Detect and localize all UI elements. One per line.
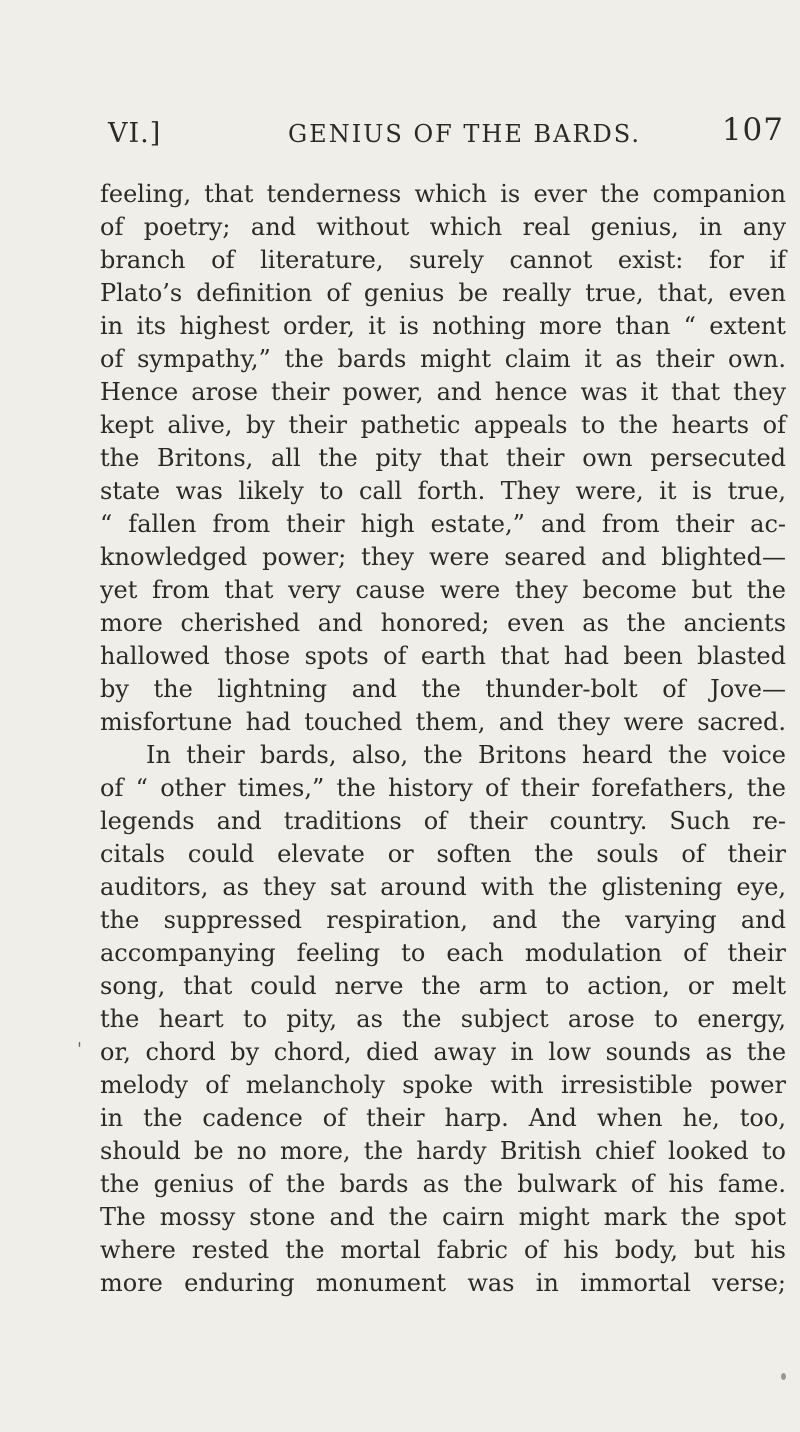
text-line: or, chord by chord, died away in low sounds as the bbox=[100, 1038, 787, 1066]
text-line: misfortune had touched them, and they were sacred. bbox=[100, 708, 787, 736]
chapter-marker: VI.] bbox=[108, 118, 162, 149]
text-line: the heart to pity, as the subject arose to energy, bbox=[100, 1005, 787, 1033]
text-line: branch of literature, surely cannot exist: for if bbox=[100, 246, 787, 274]
text-line: Hence arose their power, and hence was it that they bbox=[100, 378, 787, 406]
text-line: state was likely to call forth. They were, it is true, bbox=[100, 477, 787, 505]
text-line: of “ other times,” the history of their forefathers, the bbox=[100, 774, 786, 802]
text-line: accompanying feeling to each modulation of their bbox=[100, 939, 786, 967]
text-line: the suppressed respiration, and the varying and bbox=[100, 906, 786, 934]
running-head bbox=[108, 112, 784, 158]
text-line: citals could elevate or soften the souls of their bbox=[100, 840, 786, 868]
text-line: the Britons, all the pity that their own persecuted bbox=[100, 444, 787, 472]
ink-speck bbox=[781, 1373, 786, 1380]
text-line: by the lightning and the thunder-bolt of Jove— bbox=[100, 675, 787, 703]
text-line: melody of melancholy spoke with irresistible power bbox=[100, 1071, 786, 1099]
text-line: Plato’s definition of genius be really true, that, even bbox=[100, 279, 786, 307]
text-line: The mossy stone and the cairn might mark the spot bbox=[100, 1203, 786, 1231]
text-line: of sympathy,” the bards might claim it as their own. bbox=[100, 345, 787, 373]
stray-mark: ' bbox=[77, 1039, 82, 1060]
text-line: “ fallen from their high estate,” and from their ac- bbox=[100, 510, 787, 538]
text-line: should be no more, the hardy British chief looked to bbox=[100, 1137, 786, 1165]
text-line: feeling, that tenderness which is ever the companion bbox=[100, 180, 786, 208]
text-line: hallowed those spots of earth that had been blasted bbox=[100, 642, 786, 670]
text-line: In their bards, also, the Britons heard the voice bbox=[146, 741, 787, 769]
text-line: song, that could nerve the arm to action, or melt bbox=[100, 972, 787, 1000]
text-line: of poetry; and without which real genius, in any bbox=[100, 213, 787, 241]
text-line: in its highest order, it is nothing more than “ extent bbox=[100, 312, 786, 340]
text-line: yet from that very cause were they become but the bbox=[100, 576, 786, 604]
text-line: legends and traditions of their country. Such re- bbox=[100, 807, 787, 835]
running-title: GENIUS OF THE BARDS. bbox=[288, 120, 642, 148]
text-line: more enduring monument was in immortal verse; bbox=[100, 1269, 787, 1297]
text-line: knowledged power; they were seared and blighted— bbox=[100, 543, 787, 571]
text-line: where rested the mortal fabric of his body, but his bbox=[100, 1236, 786, 1264]
text-line: in the cadence of their harp. And when he, too, bbox=[100, 1104, 786, 1132]
text-line: auditors, as they sat around with the glistening eye, bbox=[100, 873, 787, 901]
text-line: more cherished and honored; even as the ancients bbox=[100, 609, 787, 637]
text-line: the genius of the bards as the bulwark of his fame. bbox=[100, 1170, 786, 1198]
body-text bbox=[100, 178, 800, 1300]
text-line: kept alive, by their pathetic appeals to the hearts of bbox=[100, 411, 786, 439]
page-number: 107 bbox=[721, 112, 784, 148]
